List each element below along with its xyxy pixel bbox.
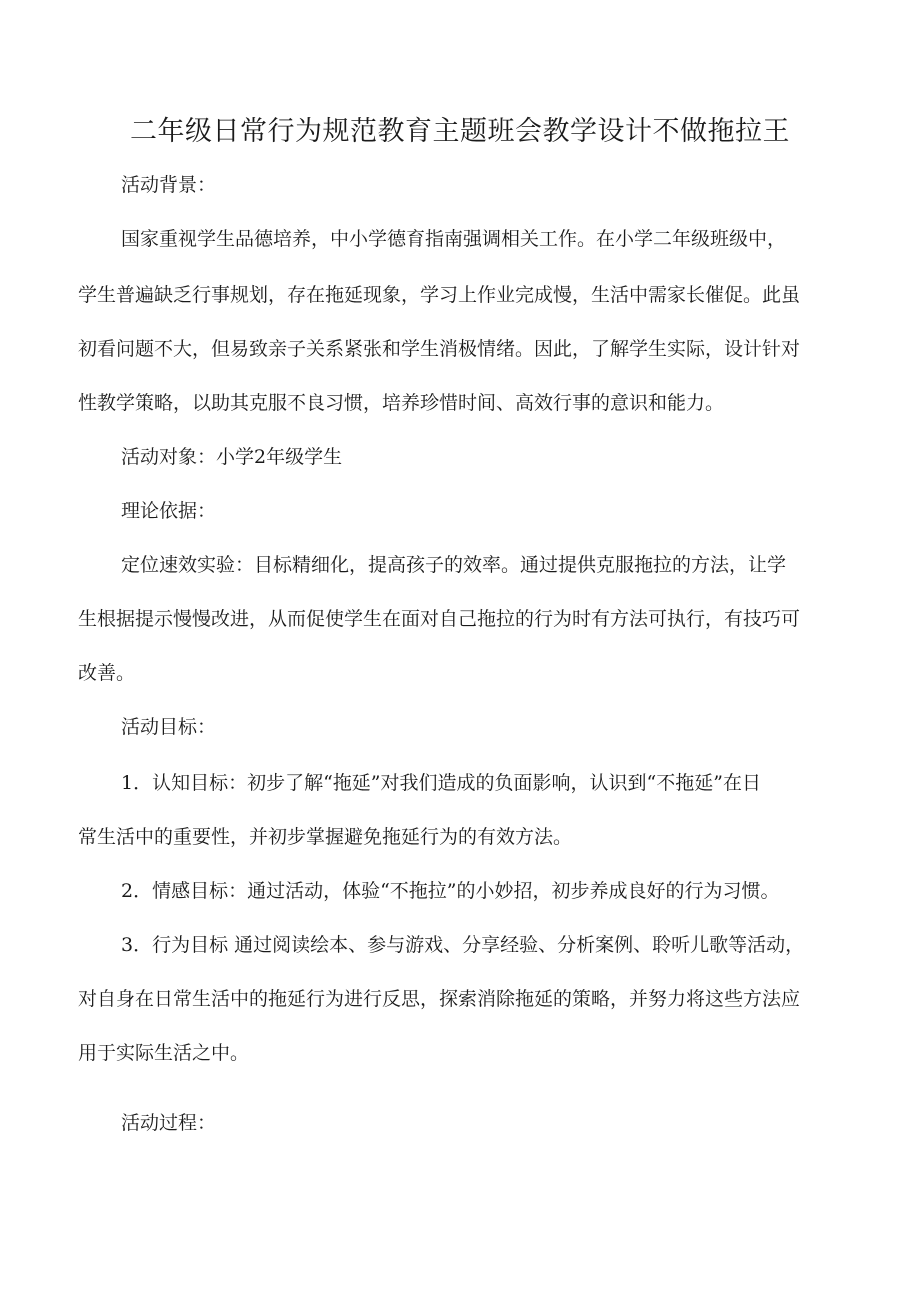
- document-title: 二年级日常行为规范教育主题班会教学设计不做拖拉王: [130, 116, 790, 147]
- goal-1-line: 1．认知目标：初步了解“拖延”对我们造成的负面影响，认识到“不拖延”在日: [121, 772, 761, 794]
- theory-paragraph-line: 生根据提示慢慢改进，从而促使学生在面对自己拖拉的行为时有方法可执行，有技巧可: [78, 608, 801, 630]
- goal-1-line: 常生活中的重要性，并初步掌握避免拖延行为的有效方法。: [78, 826, 573, 848]
- theory-paragraph-line: 定位速效实验：目标精细化，提高孩子的效率。通过提供克服拖拉的方法，让学: [121, 554, 787, 576]
- goal-2-line: 2．情感目标：通过活动，体验“不拖拉”的小妙招，初步养成良好的行为习惯。: [121, 880, 780, 902]
- background-paragraph-line: 国家重视学生品德培养，中小学德育指南强调相关工作。在小学二年级班级中，: [121, 228, 787, 250]
- background-paragraph-line: 性教学策略，以助其克服不良习惯，培养珍惜时间、高效行事的意识和能力。: [78, 392, 725, 414]
- goal-3-line: 3．行为目标 通过阅读绘本、参与游戏、分享经验、分析案例、聆听儿歌等活动，: [121, 934, 805, 956]
- goal-3-line: 对自身在日常生活中的拖延行为进行反思，探索消除拖延的策略，并努力将这些方法应: [78, 988, 801, 1010]
- process-heading: 活动过程：: [121, 1112, 217, 1134]
- theory-heading: 理论依据：: [121, 500, 217, 522]
- goal-3-line: 用于实际生活之中。: [78, 1042, 250, 1064]
- activity-target: 活动对象：小学2年级学生: [121, 446, 343, 468]
- background-paragraph-line: 学生普遍缺乏行事规划，存在拖延现象，学习上作业完成慢，生活中需家长催促。此虽: [78, 284, 801, 306]
- goals-heading: 活动目标：: [121, 716, 217, 738]
- theory-paragraph-line: 改善。: [78, 662, 136, 684]
- background-paragraph-line: 初看问题不大，但易致亲子关系紧张和学生消极情绪。因此，了解学生实际，设计针对: [78, 338, 801, 360]
- background-heading: 活动背景：: [121, 174, 217, 196]
